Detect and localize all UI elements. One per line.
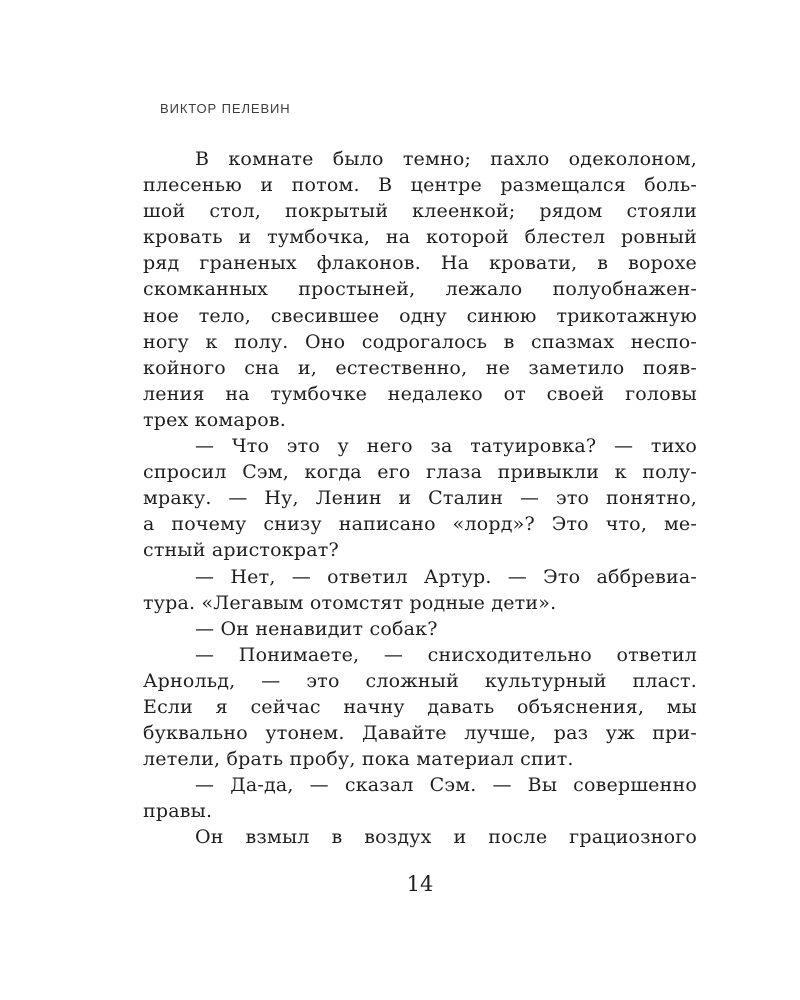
text-line: стный аристократ? <box>143 539 339 562</box>
text-line: ления на тумбочке недалеко от своей головы <box>143 382 697 405</box>
text-line: трех комаров. <box>143 408 287 431</box>
text-block <box>143 146 697 851</box>
text-line: Он взмыл в воздух и после грациозного <box>195 826 697 849</box>
text-line: койного сна и, естественно, не заметило появ- <box>143 356 697 379</box>
text-line: ное тело, свесившее одну синюю трикотажную <box>143 304 697 327</box>
text-line: — Да-да, — сказал Сэм. — Вы совершенно <box>195 774 697 797</box>
text-line: скомканных простыней, лежало полуобнажен- <box>143 278 697 301</box>
text-line: — Нет, — ответил Артур. — Это аббревиа- <box>195 565 697 588</box>
text-line: а почему снизу написано «лорд»? Это что, ме- <box>143 513 697 536</box>
text-line: летели, брать пробу, пока материал спит. <box>143 748 574 771</box>
text-line: спросил Сэм, когда его глаза привыкли к полу- <box>143 461 697 484</box>
page-number: 14 <box>406 872 434 896</box>
text-line: буквально утонем. Давайте лучше, раз уж при- <box>143 722 697 745</box>
text-line: Если я сейчас начну давать объяснения, мы <box>143 695 697 718</box>
text-line: ногу к полу. Оно содрогалось в спазмах неспо- <box>143 330 697 353</box>
text-line: плесенью и потом. В центре размещался боль- <box>143 174 697 197</box>
text-line: Арнольд, — это сложный культурный пласт. <box>143 669 697 692</box>
text-line: — Он ненавидит собак? <box>195 617 438 640</box>
running-header: ВИКТОР ПЕЛЕВИН <box>160 101 291 116</box>
text-line: тура. «Легавым отомстят родные дети». <box>143 591 557 614</box>
text-line: шой стол, покрытый клеенкой; рядом стояли <box>143 200 697 223</box>
text-line: — Что это у него за татуировка? — тихо <box>195 435 697 458</box>
text-line: мраку. — Ну, Ленин и Сталин — это понятно, <box>143 487 697 510</box>
text-line: кровать и тумбочка, на которой блестел ровный <box>143 226 697 249</box>
text-line: В комнате было темно; пахло одеколоном, <box>195 148 697 170</box>
text-line: правы. <box>143 800 213 823</box>
text-line: ряд граненых флаконов. На кровати, в ворохе <box>143 252 697 275</box>
text-line: — Понимаете, — снисходительно ответил <box>195 643 697 666</box>
